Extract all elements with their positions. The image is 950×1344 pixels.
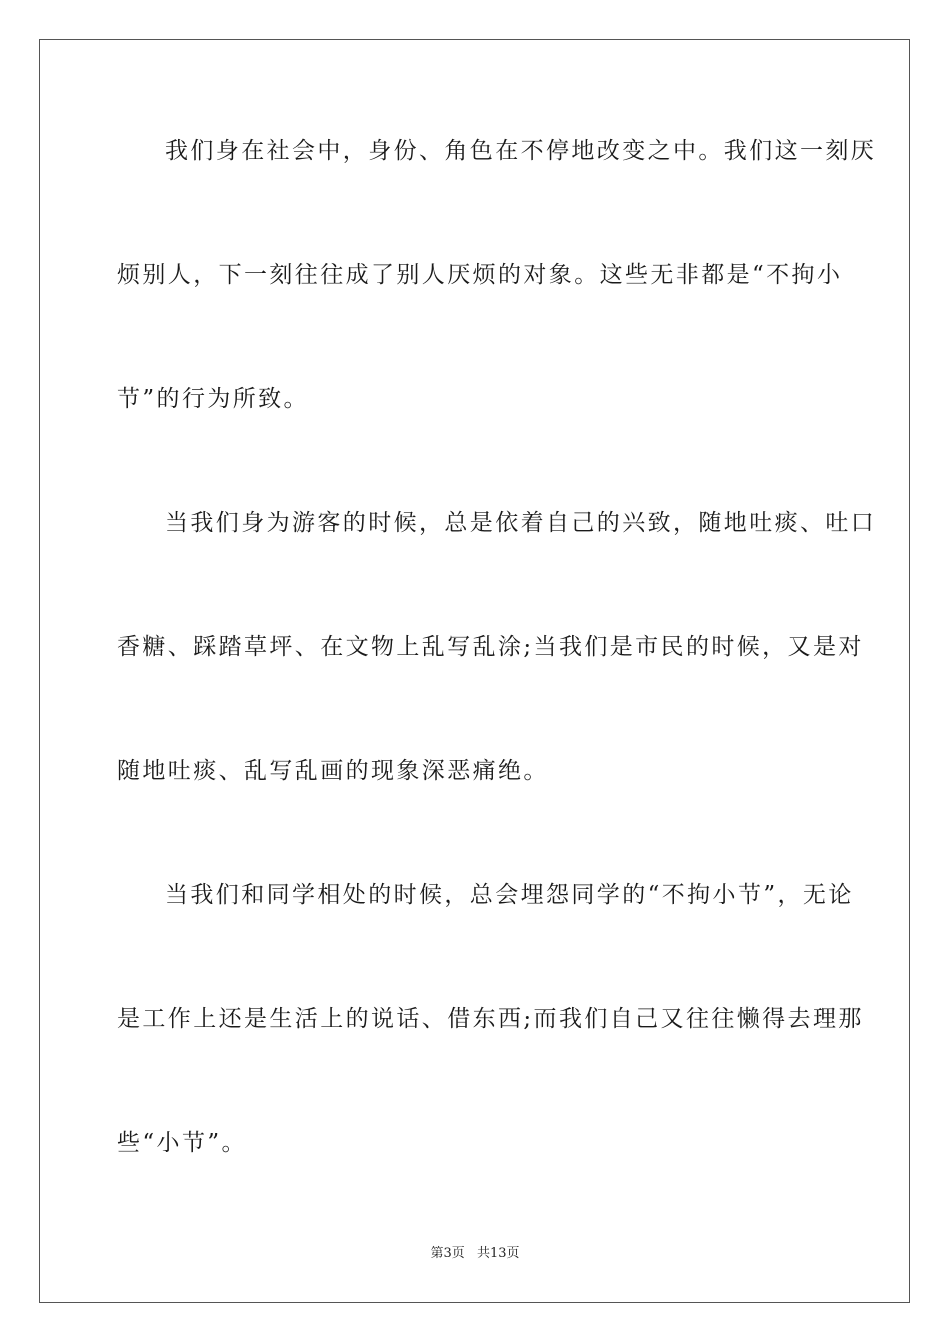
- text-line: 些“小节”。: [117, 1130, 247, 1156]
- text-line: 我们身在社会中，身份、角色在不停地改变之中。我们这一刻厌: [165, 138, 877, 164]
- text-line: 是工作上还是生活上的说话、借东西;而我们自己又往往懒得去理那: [117, 1006, 864, 1032]
- text-line: 香糖、踩踏草坪、在文物上乱写乱涂;当我们是市民的时候，又是对: [117, 634, 864, 660]
- page-total: 共13页: [476, 1246, 520, 1261]
- text-line: 节”的行为所致。: [117, 386, 309, 412]
- text-line: 当我们身为游客的时候，总是依着自己的兴致，随地吐痰、吐口: [165, 510, 877, 536]
- text-line: 当我们和同学相处的时候，总会埋怨同学的“不拘小节”，无论: [165, 882, 854, 908]
- text-line: 随地吐痰、乱写乱画的现象深恶痛绝。: [117, 758, 549, 784]
- page-number: 第3页: [430, 1246, 465, 1261]
- text-line: 烦别人，下一刻往往成了别人厌烦的对象。这些无非都是“不拘小: [117, 262, 843, 288]
- page-frame: [39, 39, 910, 1303]
- page-footer: [0, 1245, 950, 1263]
